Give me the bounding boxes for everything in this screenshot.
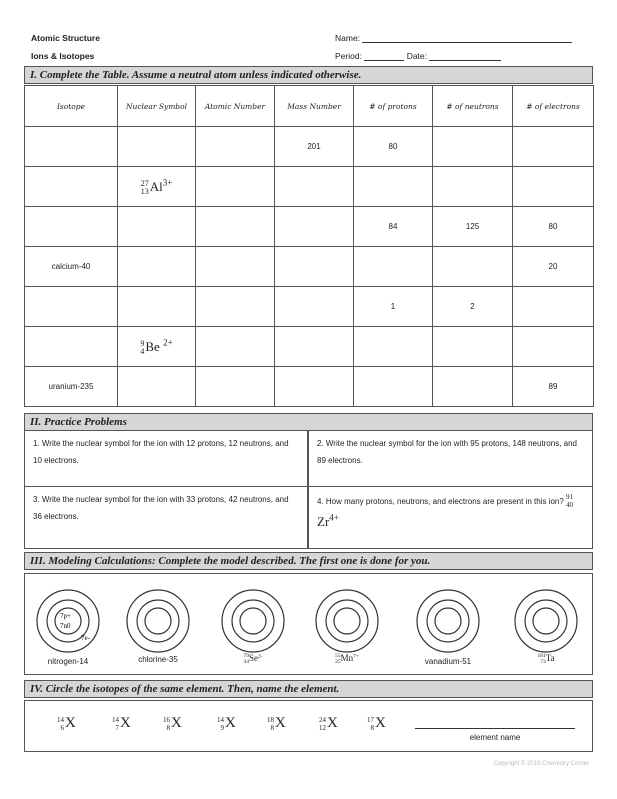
example-protons: 7p+ xyxy=(60,612,71,620)
element-name-label: element name xyxy=(469,733,521,742)
inner-shell xyxy=(525,600,567,642)
problem-3[interactable]: 3. Write the nuclear symbol for the ion with 33 protons, 42 neutrons, and 36 electrons. xyxy=(24,486,308,549)
label-mn xyxy=(302,653,392,665)
zr-element: Zr xyxy=(317,514,330,530)
isotope-mass: 14 xyxy=(57,715,64,724)
date-line xyxy=(429,51,501,61)
isotope-numbers xyxy=(217,716,224,732)
example-neutrons: 7n0 xyxy=(60,622,71,630)
section-1-heading: I. Complete the Table. Assume a neutral atom unless indicated otherwise. xyxy=(24,66,593,84)
isotope-numbers xyxy=(57,716,64,732)
isotope-element: X xyxy=(327,715,338,731)
copyright: Copyright © 2016 Chemistry Corner xyxy=(493,761,589,767)
isotope-numbers xyxy=(163,716,170,732)
ta-atomic: 73 xyxy=(540,659,546,666)
ta-element: Ta xyxy=(545,653,555,663)
cell-neutrons[interactable]: 125 xyxy=(433,207,513,247)
mn-charge: 7+ xyxy=(353,653,359,660)
outer-shell xyxy=(222,590,284,652)
label-se xyxy=(208,653,298,665)
cell-electrons[interactable] xyxy=(513,167,594,207)
inner-shell xyxy=(232,600,274,642)
nuclear-symbol-al xyxy=(141,179,173,194)
cell-atomic[interactable] xyxy=(196,367,275,407)
isotope-element: X xyxy=(171,715,182,731)
isotope-panel xyxy=(24,700,593,752)
symbol-atomic: 13 xyxy=(140,186,149,196)
worksheet-subtitle: Ions & Isotopes xyxy=(31,51,95,61)
period-label: Period: xyxy=(335,51,362,61)
symbol-mass: 9 xyxy=(140,338,145,348)
isotope-mass: 18 xyxy=(267,715,274,724)
col-protons: # of protons xyxy=(354,86,433,127)
cell-isotope[interactable]: uranium-235 xyxy=(25,367,118,407)
outer-shell xyxy=(515,590,577,652)
cell-symbol[interactable] xyxy=(118,207,196,247)
cell-mass[interactable] xyxy=(275,367,354,407)
cell-neutrons[interactable]: 2 xyxy=(433,287,513,327)
cell-protons[interactable] xyxy=(354,167,433,207)
table-row xyxy=(25,367,594,407)
symbol-mass: 27 xyxy=(140,178,149,188)
atom-model-tantalum[interactable] xyxy=(513,588,579,654)
problem-1[interactable]: 1. Write the nuclear symbol for the ion with 12 protons, 12 neutrons, and 10 electrons. xyxy=(24,430,308,487)
table-row xyxy=(25,207,594,247)
outer-shell xyxy=(316,590,378,652)
cell-atomic[interactable] xyxy=(196,127,275,167)
cell-isotope[interactable] xyxy=(25,167,118,207)
se-charge: 2- xyxy=(257,653,263,660)
cell-electrons[interactable] xyxy=(513,127,594,167)
nuclear-symbol-be xyxy=(140,339,172,354)
isotope-symbol[interactable] xyxy=(163,715,182,732)
isotope-atomic: 8 xyxy=(270,723,274,732)
cell-atomic[interactable] xyxy=(196,287,275,327)
table-row xyxy=(25,247,594,287)
isotope-element: X xyxy=(65,715,76,731)
cell-mass[interactable]: 201 xyxy=(275,127,354,167)
col-neutrons: # of neutrons xyxy=(433,86,513,127)
cell-neutrons[interactable] xyxy=(433,367,513,407)
model-panel xyxy=(24,573,593,675)
se-atomic: 34 xyxy=(243,659,249,666)
table-row xyxy=(25,167,594,207)
cell-electrons[interactable]: 80 xyxy=(513,207,594,247)
cell-neutrons[interactable] xyxy=(433,127,513,167)
label-ta xyxy=(501,653,591,665)
inner-shell xyxy=(427,600,469,642)
cell-symbol xyxy=(118,327,196,367)
cell-mass[interactable] xyxy=(275,207,354,247)
se-element: Se xyxy=(248,653,258,663)
problem-2[interactable]: 2. Write the nuclear symbol for the ion with 95 protons, 148 neutrons, and 89 electrons. xyxy=(308,430,593,487)
isotope-symbol[interactable] xyxy=(112,715,131,732)
outer-shell xyxy=(417,590,479,652)
isotope-element: X xyxy=(225,715,236,731)
label-chlorine-35: chlorine-35 xyxy=(138,655,178,664)
name-line xyxy=(362,33,572,43)
isotope-numbers xyxy=(367,716,374,732)
cell-isotope[interactable] xyxy=(25,287,118,327)
isotope-atomic: 6 xyxy=(60,723,64,732)
nucleus xyxy=(240,608,266,634)
atom-model-selenium[interactable] xyxy=(220,588,286,654)
outer-shell xyxy=(37,590,99,652)
name-label: Name: xyxy=(335,33,361,43)
cell-electrons[interactable]: 20 xyxy=(513,247,594,287)
symbol-element: Al xyxy=(149,178,163,194)
symbol-element: Be xyxy=(145,338,160,354)
cell-protons[interactable]: 1 xyxy=(354,287,433,327)
table-row xyxy=(25,127,594,167)
cell-isotope[interactable] xyxy=(25,207,118,247)
outer-shell xyxy=(127,590,189,652)
cell-neutrons[interactable] xyxy=(433,327,513,367)
cell-isotope[interactable]: calcium-40 xyxy=(25,247,118,287)
isotope-element: X xyxy=(375,715,386,731)
table-header-row xyxy=(25,86,594,127)
isotope-symbol[interactable] xyxy=(319,715,338,732)
nuclear-symbol-numbers xyxy=(141,180,149,196)
problem-4[interactable] xyxy=(308,486,593,549)
isotope-symbol[interactable] xyxy=(367,715,386,732)
period-date-field[interactable] xyxy=(335,51,501,61)
cell-atomic[interactable] xyxy=(196,327,275,367)
isotope-mass: 17 xyxy=(367,715,374,724)
table-row xyxy=(25,327,594,367)
nucleus xyxy=(334,608,360,634)
cell-symbol[interactable] xyxy=(118,247,196,287)
isotope-symbol[interactable] xyxy=(267,715,286,732)
isotope-element: X xyxy=(275,715,286,731)
section-2-heading: II. Practice Problems xyxy=(24,413,593,431)
isotope-element: X xyxy=(120,715,131,731)
atom-model-chlorine[interactable] xyxy=(125,588,191,654)
cell-symbol[interactable] xyxy=(118,367,196,407)
zr-mass: 91 xyxy=(566,493,574,502)
cell-isotope[interactable] xyxy=(25,327,118,367)
isotope-atomic: 9 xyxy=(220,723,224,732)
nucleus xyxy=(145,608,171,634)
cell-protons[interactable] xyxy=(354,367,433,407)
cell-electrons[interactable] xyxy=(513,287,594,327)
cell-atomic[interactable] xyxy=(196,167,275,207)
isotope-numbers xyxy=(319,716,326,732)
col-electrons: # of electrons xyxy=(513,86,594,127)
table-row xyxy=(25,287,594,327)
nucleus xyxy=(435,608,461,634)
col-mass-number: Mass Number xyxy=(275,86,354,127)
name-field[interactable] xyxy=(335,33,572,43)
nucleus xyxy=(533,608,559,634)
isotope-mass: 16 xyxy=(163,715,170,724)
ta-mass: 181 xyxy=(537,653,546,660)
symbol-charge: 3+ xyxy=(162,177,173,188)
cell-electrons[interactable] xyxy=(513,327,594,367)
cell-protons[interactable] xyxy=(354,327,433,367)
cell-mass[interactable] xyxy=(275,167,354,207)
isotope-mass: 14 xyxy=(112,715,119,724)
cell-symbol xyxy=(118,167,196,207)
period-line xyxy=(364,51,404,61)
mn-atomic: 25 xyxy=(335,659,341,666)
inner-shell xyxy=(326,600,368,642)
worksheet-title: Atomic Structure xyxy=(31,33,100,43)
isotope-atomic: 7 xyxy=(115,723,119,732)
cell-symbol[interactable] xyxy=(118,287,196,327)
cell-neutrons[interactable] xyxy=(433,247,513,287)
cell-mass[interactable] xyxy=(275,327,354,367)
ta-numbers xyxy=(537,653,545,665)
nuclear-symbol-numbers xyxy=(140,340,144,356)
cell-protons[interactable] xyxy=(354,247,433,287)
label-vanadium-51: vanadium-51 xyxy=(424,657,472,666)
mn-element: Mn xyxy=(340,653,354,663)
cell-symbol[interactable] xyxy=(118,127,196,167)
symbol-atomic: 4 xyxy=(140,346,145,356)
problem-4-text: 4. How many protons, neutrons, and electrons are present in this ion? xyxy=(317,497,564,506)
section-4-heading: IV. Circle the isotopes of the same element. Then, name the element. xyxy=(24,680,593,698)
mn-mass: 55 xyxy=(335,653,341,660)
col-nuclear-symbol: Nuclear Symbol xyxy=(118,86,196,127)
isotope-numbers xyxy=(267,716,274,732)
date-label: Date: xyxy=(406,51,428,61)
element-name-line[interactable] xyxy=(415,728,575,729)
atom-model-vanadium[interactable] xyxy=(415,588,481,654)
cell-atomic[interactable] xyxy=(196,207,275,247)
cell-mass[interactable] xyxy=(275,247,354,287)
isotope-atomic: 12 xyxy=(319,723,326,732)
cell-neutrons[interactable] xyxy=(433,167,513,207)
cell-electrons[interactable]: 89 xyxy=(513,367,594,407)
cell-atomic[interactable] xyxy=(196,247,275,287)
atom-model-manganese[interactable] xyxy=(314,588,380,654)
col-isotope: Isotope xyxy=(25,86,118,127)
cell-protons[interactable]: 84 xyxy=(354,207,433,247)
cell-isotope[interactable] xyxy=(25,127,118,167)
isotope-numbers xyxy=(112,716,119,732)
cell-mass[interactable] xyxy=(275,287,354,327)
isotope-atomic: 8 xyxy=(166,723,170,732)
isotope-mass: 14 xyxy=(217,715,224,724)
atom-model-nitrogen xyxy=(35,588,101,654)
zr-atomic: 40 xyxy=(566,501,574,510)
symbol-charge: 2+ xyxy=(163,337,173,348)
zr-numbers xyxy=(566,493,573,509)
label-nitrogen-14: nitrogen-14 xyxy=(47,657,89,666)
isotope-mass: 24 xyxy=(319,715,326,724)
inner-shell xyxy=(137,600,179,642)
cell-protons[interactable]: 80 xyxy=(354,127,433,167)
isotope-symbol[interactable] xyxy=(57,715,76,732)
section-3-heading: III. Modeling Calculations: Complete the model described. The first one is done for you. xyxy=(24,552,593,570)
isotope-table xyxy=(24,85,594,407)
se-mass: 79 xyxy=(243,653,249,660)
isotope-symbol[interactable] xyxy=(217,715,236,732)
zr-charge: 4+ xyxy=(329,513,339,523)
isotope-atomic: 8 xyxy=(370,723,374,732)
example-electrons: 7e- xyxy=(81,634,90,642)
col-atomic-number: Atomic Number xyxy=(196,86,275,127)
